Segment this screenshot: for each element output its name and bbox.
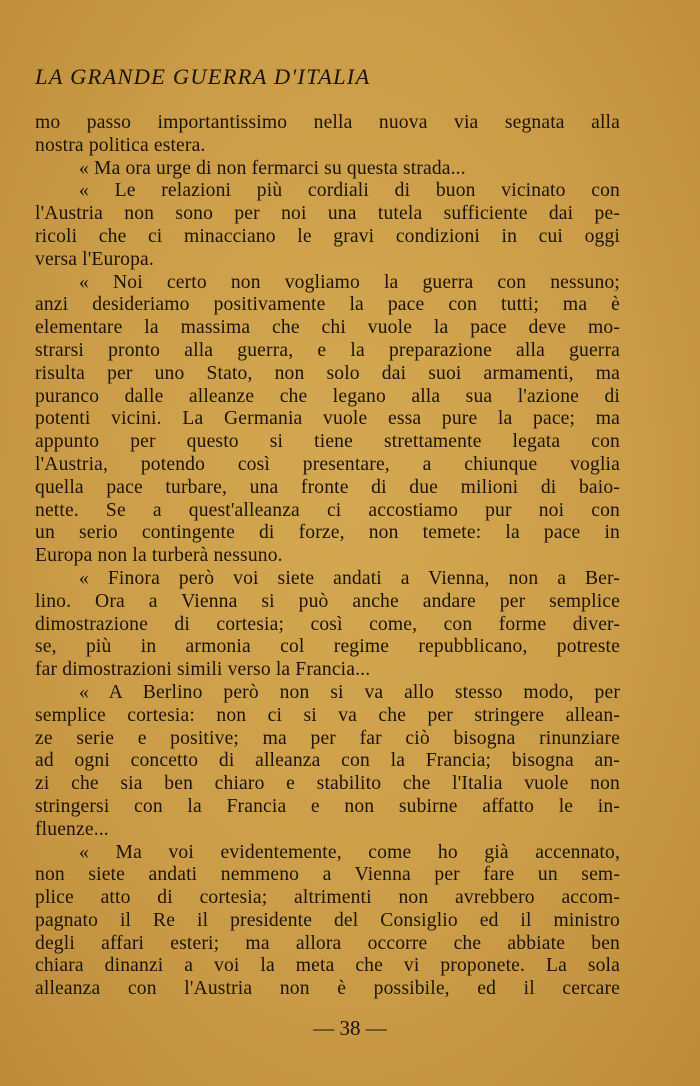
text-line: mo passo importantissimo nella nuova via segnata alla — [35, 112, 620, 133]
text-line: alleanza con l'Austria non è possibile, ed il cercare — [35, 978, 620, 1000]
text-line: stringersi con la Francia e non subirne affatto le in- — [35, 795, 620, 817]
text-line: « Le relazioni più cordiali di buon vicinato con — [79, 180, 620, 202]
text-line: se, più in armonia col regime repubblicano, potreste — [35, 636, 620, 658]
text-line: plice atto di cortesia; altrimenti non avrebbero accom- — [35, 887, 620, 909]
text-line: quella pace turbare, una fronte di due milioni di baio- — [35, 476, 620, 498]
text-line: appunto per questo si tiene strettamente legata con — [35, 431, 620, 453]
text-line: zi che sia ben chiaro e stabilito che l'Italia vuole non — [35, 773, 620, 795]
text-line: fluenze... — [35, 818, 109, 840]
text-line: versa l'Europa. — [35, 248, 154, 270]
text-line: anzi desideriamo positivamente la pace con tutti; ma è — [35, 294, 620, 316]
text-line: elementare la massima che chi vuole la pace deve mo- — [35, 317, 620, 339]
text-line: ze serie e positive; ma per far ciò bisogna rinunziare — [35, 727, 620, 749]
text-line: ad ogni concetto di alleanza con la Francia; bisogna an- — [35, 750, 620, 772]
text-line: l'Austria non sono per noi una tutela sufficiente dai pe- — [35, 203, 620, 225]
text-line: potenti vicini. La Germania vuole essa pure la pace; ma — [35, 408, 620, 430]
text-line: degli affari esteri; ma allora occorre che abbiate ben — [35, 932, 620, 954]
text-line: far dimostrazioni simili verso la Francia... — [35, 659, 371, 681]
body-text — [35, 112, 620, 1001]
text-line: « Ma ora urge di non fermarci su questa strada... — [79, 157, 466, 179]
text-line: « Finora però voi siete andati a Vienna, non a Ber- — [79, 567, 620, 589]
text-line: « Ma voi evidentemente, come ho già accennato, — [79, 841, 620, 863]
text-line: non siete andati nemmeno a Vienna per fare un sem- — [35, 864, 620, 886]
text-line: semplice cortesia: non ci si va che per stringere allean- — [35, 704, 620, 726]
text-line: strarsi pronto alla guerra, e la preparazione alla guerra — [35, 339, 620, 361]
text-line: chiara dinanzi a voi la meta che vi proponete. La sola — [35, 955, 620, 977]
text-line: dimostrazione di cortesia; così come, con forme diver- — [35, 613, 620, 635]
text-line: Europa non la turberà nessuno. — [35, 545, 283, 567]
text-line: l'Austria, potendo così presentare, a chiunque voglia — [35, 453, 620, 475]
text-line: « A Berlino però non si va allo stesso modo, per — [79, 681, 620, 703]
text-line: risulta per uno Stato, non solo dai suoi armamenti, ma — [35, 362, 620, 384]
text-line: un serio contingente di forze, non temete: la pace in — [35, 522, 620, 544]
text-line: ricoli che ci minacciano le gravi condizioni in cui oggi — [35, 225, 620, 247]
text-line: pagnato il Re il presidente del Consiglio ed il ministro — [35, 909, 620, 931]
text-line: nostra politica estera. — [35, 134, 206, 156]
running-head: LA GRANDE GUERRA D'ITALIA — [35, 64, 371, 89]
page-number: — 38 — — [313, 1016, 387, 1040]
text-line: nette. Se a quest'alleanza ci accostiamo pur noi con — [35, 499, 620, 521]
text-line: lino. Ora a Vienna si può anche andare per semplice — [35, 590, 620, 612]
text-line: « Noi certo non vogliamo la guerra con nessuno; — [79, 271, 620, 293]
text-line: puranco dalle alleanze che legano alla sua l'azione di — [35, 385, 620, 407]
